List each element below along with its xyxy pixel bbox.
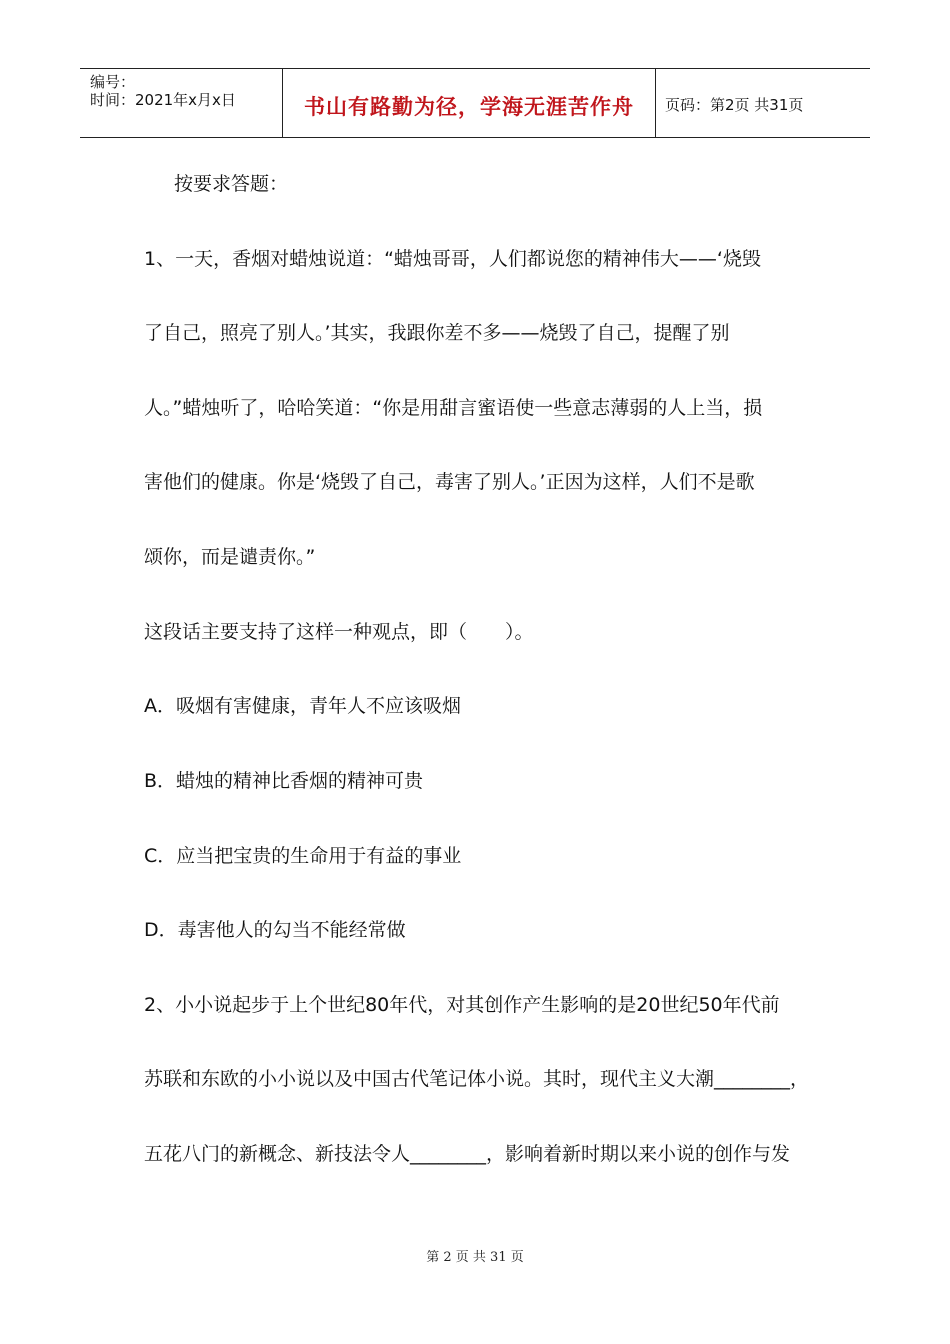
question-1-line-1: 1、一天，香烟对蜡烛说道：“蜡烛哥哥，人们都说您的精神伟大——‘烧毁 — [144, 248, 761, 270]
header-motto-cell — [282, 69, 656, 137]
option-b: B．蜡烛的精神比香烟的精神可贵 — [144, 770, 424, 792]
page-footer: 第 2 页 共 31 页 — [426, 1250, 524, 1265]
option-c: C．应当把宝贵的生命用于有益的事业 — [144, 845, 462, 867]
question-1-line-4: 害他们的健康。你是‘烧毁了自己，毒害了别人。’正因为这样，人们不是歌 — [144, 471, 755, 493]
option-d: D．毒害他人的勾当不能经常做 — [144, 919, 406, 941]
question-1-line-2: 了自己，照亮了别人。’其实，我跟你差不多——烧毁了自己，提醒了别 — [144, 322, 730, 344]
serial-number-label: 编号： — [90, 73, 136, 91]
question-2-line-1: 2、小小说起步于上个世纪80年代，对其创作产生影响的是20世纪50年代前 — [144, 994, 780, 1016]
question-1-line-5: 颂你，而是谴责你。” — [144, 546, 316, 568]
option-a: A．吸烟有害健康，青年人不应该吸烟 — [144, 695, 461, 717]
date-label: 时间：2021年x月x日 — [90, 91, 236, 109]
header-meta-cell — [80, 69, 282, 137]
question-2-line-3: 五花八门的新概念、新技法令人________，影响着新时期以来小说的创作与发 — [144, 1143, 791, 1165]
header-pagecode-cell — [655, 69, 870, 137]
question-1-prompt: 这段话主要支持了这样一种观点，即（ ）。 — [144, 621, 534, 643]
page-code-label: 页码：第2页 共31页 — [665, 96, 804, 114]
question-2-line-2: 苏联和东欧的小小说以及中国古代笔记体小说。其时，现代主义大潮________， — [144, 1068, 810, 1090]
page-header — [80, 68, 870, 138]
question-1-line-3: 人。”蜡烛听了，哈哈笑道：“你是用甜言蜜语使一些意志薄弱的人上当，损 — [144, 397, 763, 419]
instruction-line: 按要求答题： — [174, 173, 289, 195]
motto-text: 书山有路勤为径，学海无涯苦作舟 — [304, 94, 634, 119]
